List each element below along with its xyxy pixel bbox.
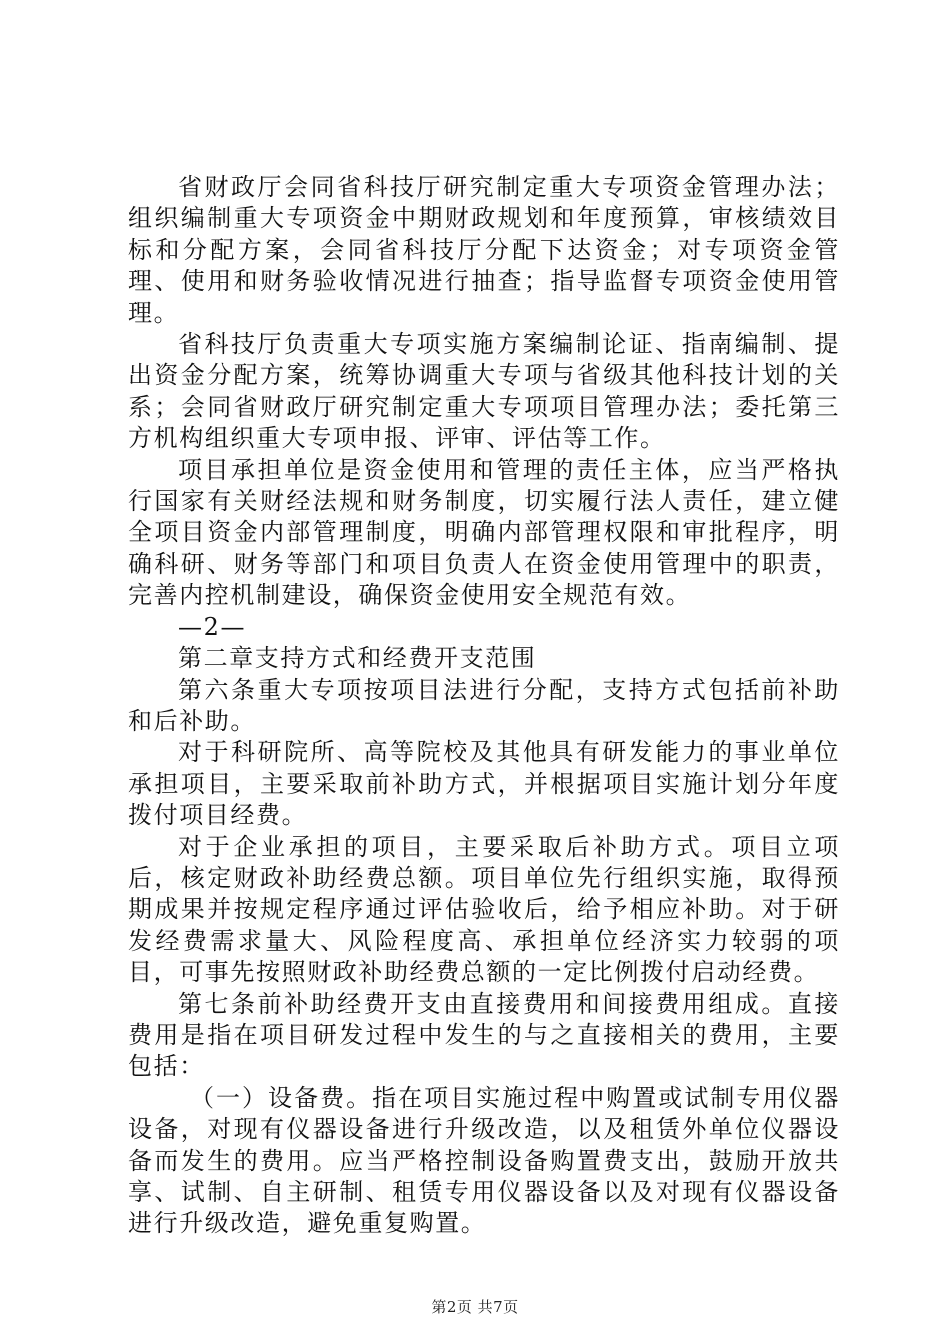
paragraph-project-unit-duties: 项目承担单位是资金使用和管理的责任主体，应当严格执行国家有关财经法规和财务制度，切实履行法人责任，建立健全项目资金内部管理制度，明确内部管理权限和审批程序，明确科研、财务等部门和项目负责人在资金使用管理中的职责，完善内控机制建设，确保资金使用安全规范有效。: [128, 455, 840, 610]
paragraph-article-7: 第七条前补助经费开支由直接费用和间接费用组成。直接费用是指在项目研发过程中发生的与之直接相关的费用，主要包括：: [128, 989, 840, 1081]
paragraph-science-dept-duties: 省科技厅负责重大专项实施方案编制论证、指南编制、提出资金分配方案，统筹协调重大专项与省级其他科技计划的关系；会同省财政厅研究制定重大专项项目管理办法；委托第三方机构组织重大专项申报、评审、评估等工作。: [128, 330, 840, 453]
paragraph-article-6: 第六条重大专项按项目法进行分配，支持方式包括前补助和后补助。: [128, 675, 840, 735]
page-footer: 第2页 共7页: [431, 1298, 519, 1316]
paragraph-finance-dept-duties: 省财政厅会同省科技厅研究制定重大专项资金管理办法；组织编制重大专项资金中期财政规划和年度预算，审核绩效目标和分配方案，会同省科技厅分配下达资金；对专项资金管理、使用和财务验收情况进行抽查；指导监督专项资金使用管理。: [128, 173, 840, 327]
paragraph-equipment-fee: （一）设备费。指在项目实施过程中购置或试制专用仪器设备，对现有仪器设备进行升级改造，以及租赁外单位仪器设备而发生的费用。应当严格控制设备购置费支出，鼓励开放共享、试制、自主研制、租赁专用仪器设备以及对现有仪器设备进行升级改造，避免重复购置。: [128, 1083, 840, 1238]
chapter-heading: 第二章支持方式和经费开支范围: [178, 644, 537, 673]
document-body: [128, 172, 840, 1240]
paragraph-post-subsidy: 对于企业承担的项目，主要采取后补助方式。项目立项后，核定财政补助经费总额。项目单位先行组织实施，取得预期成果并按规定程序通过评估验收后，给予相应补助。对于研发经费需求量大、风险程度高、承担单位经济实力较弱的项目，可事先按照财政补助经费总额的一定比例拨付启动经费。: [128, 832, 840, 987]
inline-page-marker: —2—: [178, 612, 247, 641]
paragraph-pre-subsidy: 对于科研院所、高等院校及其他具有研发能力的事业单位承担项目，主要采取前补助方式，并根据项目实施计划分年度拨付项目经费。: [128, 738, 840, 830]
